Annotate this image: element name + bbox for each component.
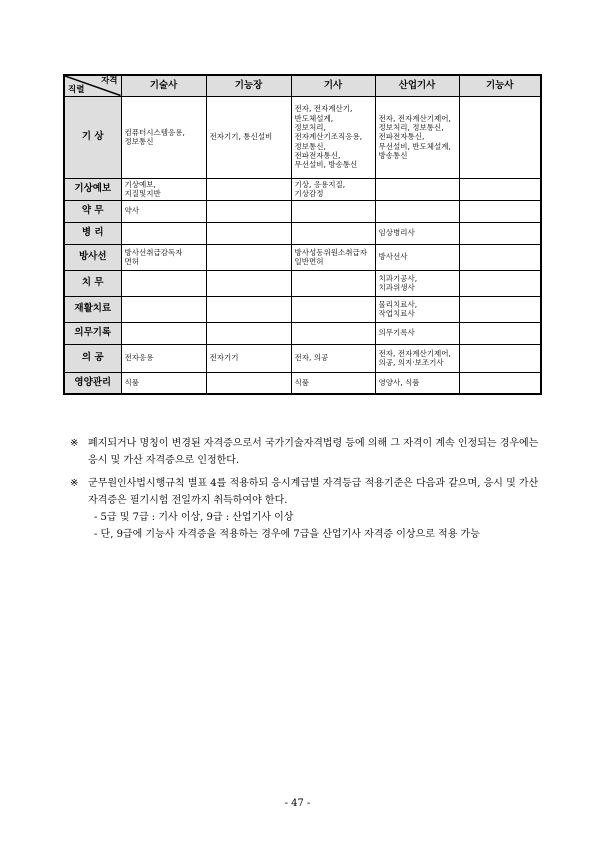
- table-cell: 전자기기, 통신설비: [206, 96, 291, 178]
- corner-label-series: 직렬: [68, 85, 85, 96]
- note-text: 군무원인사법시행규칙 별표 4를 적용하되 응시계급별 자격등급 적용기준은 다음과 같으며, 응시 및 가산 자격증은 필기시험 전일까지 취득하여야 한다.: [88, 478, 539, 506]
- table-cell: 전자, 의공: [291, 344, 375, 372]
- table-cell: [459, 200, 541, 222]
- table-cell: [459, 344, 541, 372]
- corner-cell: [64, 75, 121, 96]
- table-row: [64, 244, 541, 270]
- row-field-label: 의무기록: [64, 322, 121, 344]
- table-cell: [121, 270, 206, 296]
- table-cell: 전자, 전자계산기, 반도체설계, 정보처리, 전자계산기조직응용, 정보통신, 전파전자통신, 무선설비, 방송통신: [291, 96, 375, 178]
- table-cell: 임상병리사: [375, 222, 459, 244]
- table-cell: [459, 178, 541, 200]
- table-cell: [291, 222, 375, 244]
- table-cell: 물리치료사, 작업치료사: [375, 296, 459, 322]
- row-field-label: 기 상: [64, 96, 121, 178]
- table-cell: [459, 222, 541, 244]
- row-field-label: 약 무: [64, 200, 121, 222]
- table-row: [64, 200, 541, 222]
- table-cell: [459, 96, 541, 178]
- table-cell: [206, 222, 291, 244]
- table-row: [64, 96, 541, 178]
- note-item: [70, 435, 550, 469]
- table-cell: 방사성동위원소취급자 일반면허: [291, 244, 375, 270]
- table-cell: 방사선취급감독자 면허: [121, 244, 206, 270]
- row-field-label: 병 리: [64, 222, 121, 244]
- table-cell: [121, 222, 206, 244]
- table-cell: [121, 322, 206, 344]
- table-cell: [375, 200, 459, 222]
- table-cell: 전자, 전자계산기제어, 정보처리, 정보통신, 전파전자통신, 무선설비, 반도체설계, 방송통신: [375, 96, 459, 178]
- table-cell: [206, 244, 291, 270]
- table-cell: [206, 270, 291, 296]
- table-cell: [206, 200, 291, 222]
- sub-note: - 5급 및 7급 : 기사 이상, 9급 : 산업기사 이상: [94, 512, 294, 523]
- note-text: 폐지되거나 명칭이 변경된 자격증으로서 국가기술자격법령 등에 의해 그 자격이 계속 인정되는 경우에는 응시 및 가산 자격증으로 인정한다.: [88, 438, 539, 466]
- row-field-label: 의 공: [64, 344, 121, 372]
- table-cell: [206, 296, 291, 322]
- row-field-label: 방사선: [64, 244, 121, 270]
- table-cell: 기상예보, 지질및지반: [121, 178, 206, 200]
- table-row: [64, 222, 541, 244]
- row-field-label: 기상예보: [64, 178, 121, 200]
- notes-section: [70, 435, 550, 549]
- table-cell: 기상, 응용지질, 기상감정: [291, 178, 375, 200]
- table-cell: 약사: [121, 200, 206, 222]
- reference-mark: ※: [70, 478, 79, 489]
- table-cell: 방사선사: [375, 244, 459, 270]
- row-field-label: 영양관리: [64, 372, 121, 394]
- table-cell: [375, 178, 459, 200]
- table-cell: 전자기기: [206, 344, 291, 372]
- table-cell: [459, 372, 541, 394]
- column-header: 기술사: [121, 75, 206, 96]
- table-cell: 치과기공사, 치과위생사: [375, 270, 459, 296]
- table-cell: [291, 296, 375, 322]
- page-number: - 47 -: [284, 798, 311, 809]
- table-cell: [291, 200, 375, 222]
- table-cell: [459, 270, 541, 296]
- column-header: 기능사: [459, 75, 541, 96]
- table-cell: 식품: [291, 372, 375, 394]
- row-field-label: 치 무: [64, 270, 121, 296]
- column-header: 산업기사: [375, 75, 459, 96]
- table-cell: 전자, 전자계산기제어, 의공, 의지·보조기사: [375, 344, 459, 372]
- table-cell: [206, 372, 291, 394]
- column-header: 기능장: [206, 75, 291, 96]
- table-row: [64, 322, 541, 344]
- table-cell: [121, 296, 206, 322]
- table-cell: [291, 322, 375, 344]
- row-field-label: 재활치료: [64, 296, 121, 322]
- table-row: [64, 344, 541, 372]
- reference-mark: ※: [70, 438, 79, 449]
- column-header: 기사: [291, 75, 375, 96]
- note-item: [70, 475, 550, 543]
- table-cell: 의무기록사: [375, 322, 459, 344]
- table-cell: 컴퓨터시스템응용, 정보통신: [121, 96, 206, 178]
- table-cell: [459, 244, 541, 270]
- table-cell: 영양사, 식품: [375, 372, 459, 394]
- sub-note: - 단, 9급에 기능사 자격증을 적용하는 경우에 7급을 산업기사 자격증 이상으로 적용 가능: [94, 529, 480, 540]
- qualification-table: [63, 74, 542, 395]
- table-cell: [459, 296, 541, 322]
- corner-label-qualification: 자격: [101, 76, 118, 86]
- table-row: [64, 372, 541, 394]
- table-row: [64, 296, 541, 322]
- table-cell: [206, 322, 291, 344]
- table-cell: [291, 270, 375, 296]
- table-cell: [206, 178, 291, 200]
- table-cell: 식품: [121, 372, 206, 394]
- table-header-row: [64, 75, 541, 96]
- table-cell: [459, 322, 541, 344]
- table-row: [64, 178, 541, 200]
- table-row: [64, 270, 541, 296]
- table-cell: 전자응용: [121, 344, 206, 372]
